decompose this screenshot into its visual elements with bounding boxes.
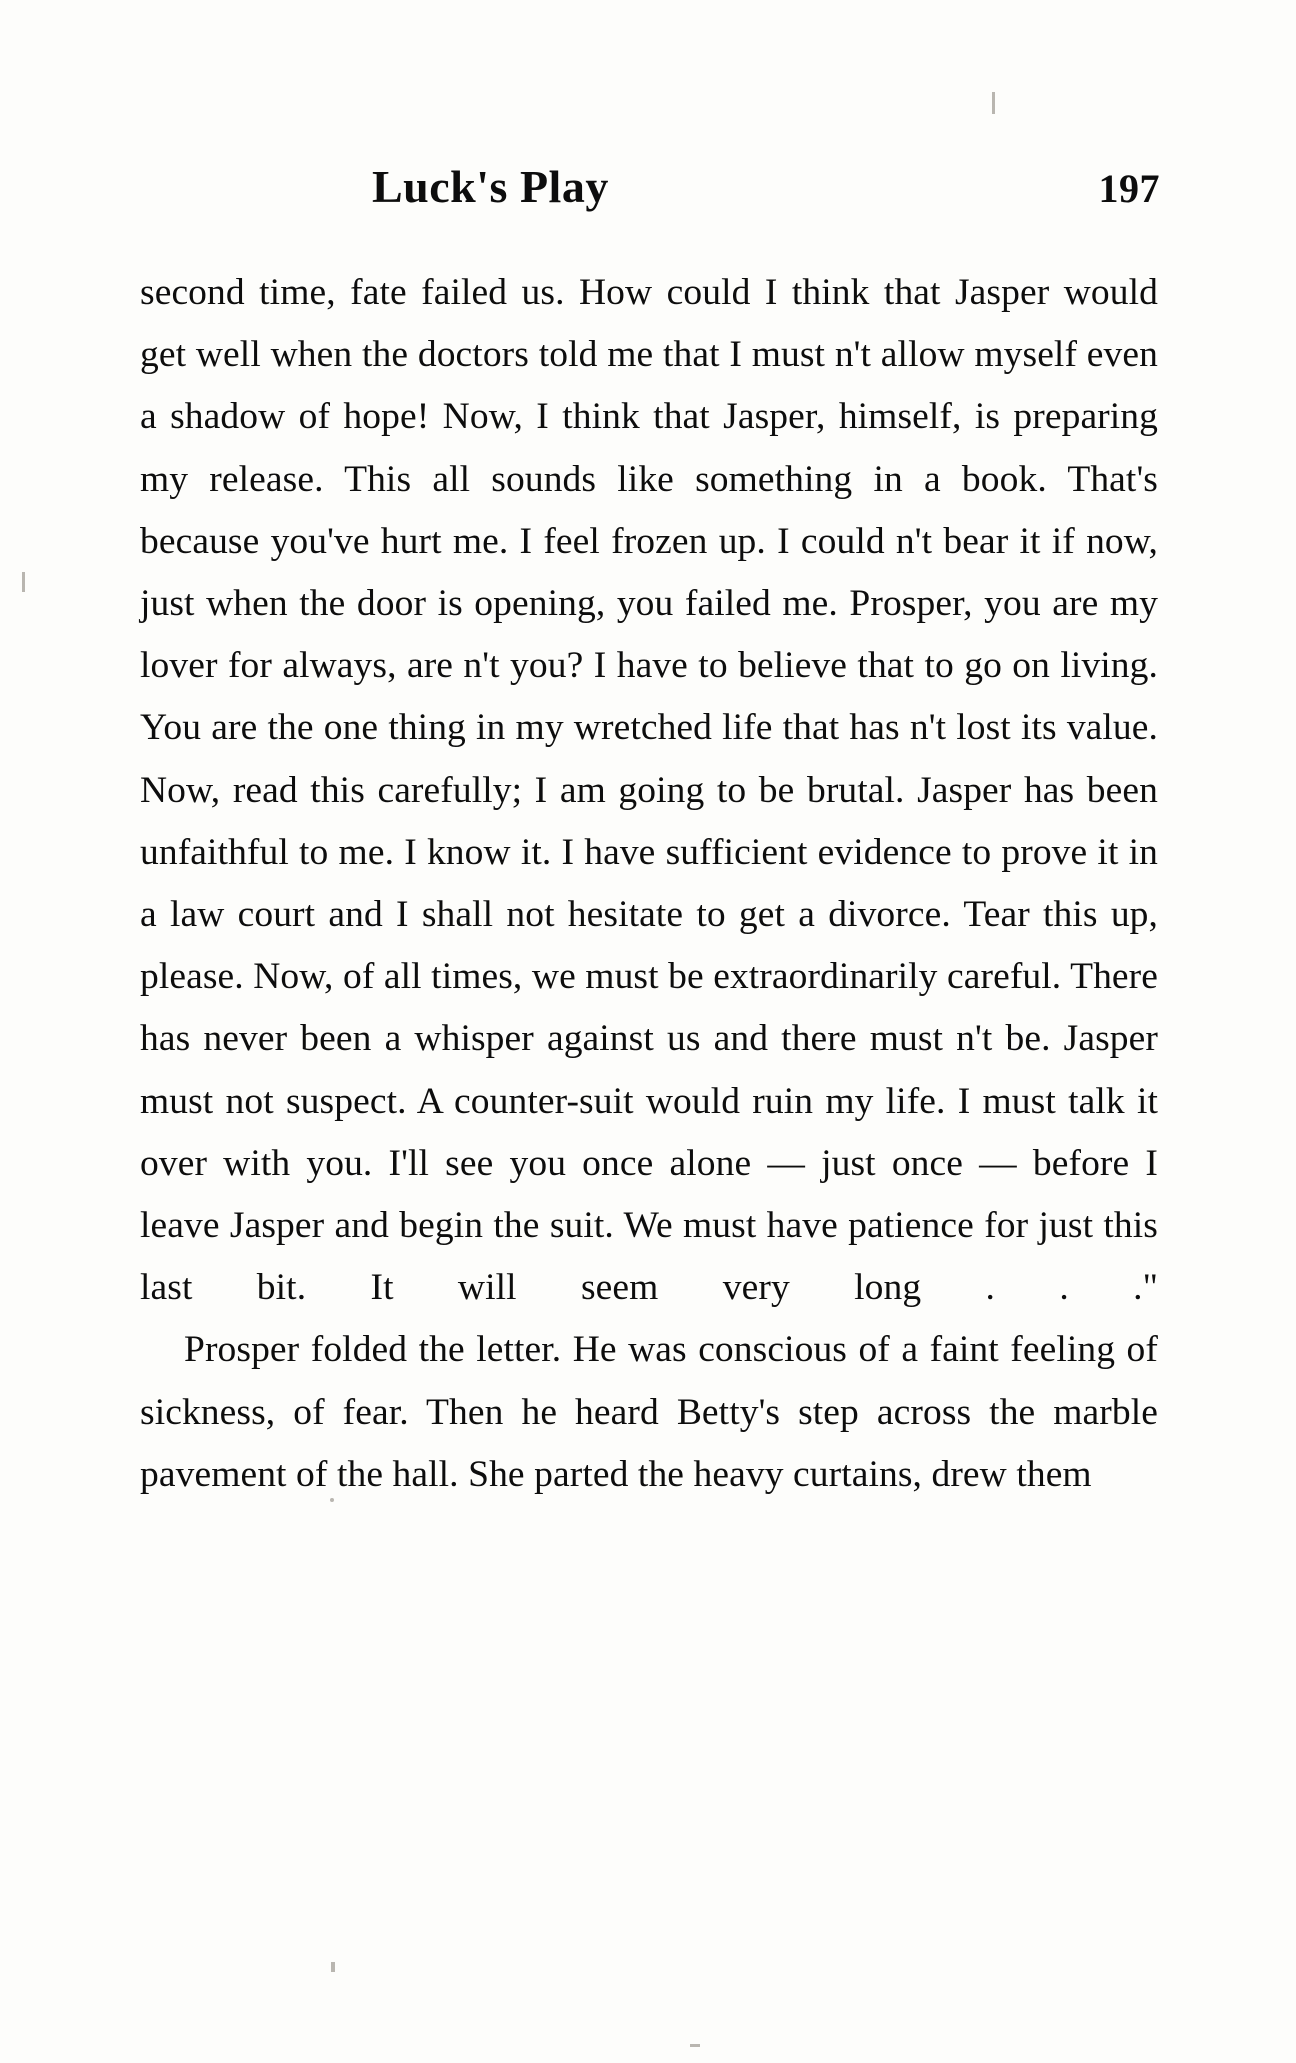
page-header <box>140 160 1160 220</box>
page-number: 197 <box>1098 166 1160 211</box>
running-title: Luck's Play <box>372 161 609 212</box>
page-body <box>140 262 1158 1506</box>
scan-artifact-footer <box>690 2044 700 2047</box>
paragraph-prosper: Prosper folded the letter. He was conscious of a faint feeling of sickness, of fear. Then he heard Betty's step across the marble pavement of the hall. She parted the heavy curtains, drew them <box>140 1329 1158 1495</box>
paragraph-continued: second time, fate failed us. How could I think that Jasper would get well when the doctors told me that I must n't allow myself even a shadow of hope! Now, I think that Jasper, himself, is preparing my release. This all sounds like something in a book. That's because you've hurt me. I feel frozen up. I could n't bear it if now, just when the door is opening, you failed me. Prosper, you are my lover for always, are n't you? I have to believe that to go on living. You are the one thing in my wretched life that has n't lost its value. Now, read this carefully; I am going to be brutal. Jasper has been unfaithful to me. I know it. I have sufficient evidence to prove it in a law court and I shall not hesitate to get a divorce. Tear this up, please. Now, of all times, we must be extraordinarily careful. There has never been a whisper against us and there must n't be. Jasper must not suspect. A counter-suit would ruin my life. I must talk it over with you. I'll see you once alone — just once — before I leave Jasper and begin the suit. We must have patience for just this last bit. It will seem very long . . ." <box>140 272 1158 1309</box>
scan-artifact-left <box>22 572 25 592</box>
scan-artifact-dot <box>330 1498 334 1502</box>
scan-artifact-top <box>992 92 995 114</box>
scan-artifact-bottom <box>331 1962 335 1972</box>
